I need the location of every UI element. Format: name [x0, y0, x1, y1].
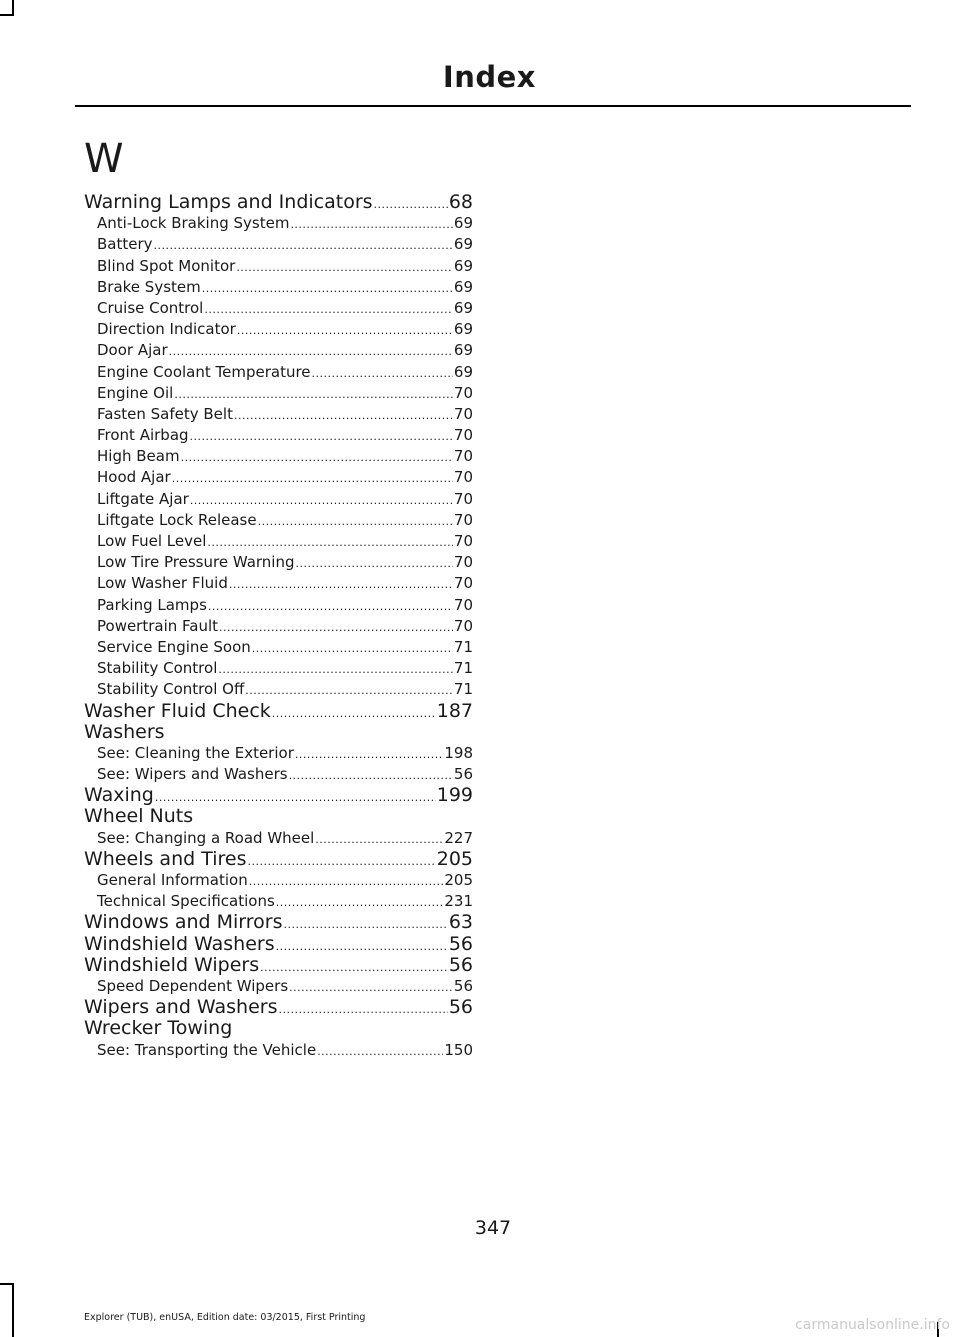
index-subentry	[84, 234, 473, 255]
index-entry-label: Windshield Wipers	[84, 953, 260, 976]
dot-leader	[237, 320, 453, 341]
index-entry-label: Liftgate Ajar	[97, 489, 189, 508]
index-entry-label: Wipers and Washers	[84, 996, 278, 1019]
index-subentry	[84, 256, 473, 277]
index-entry	[84, 934, 473, 955]
index-entry-page: 56	[448, 953, 473, 976]
index-entry-page: 70	[453, 616, 473, 635]
index-entry-label: Brake System	[97, 277, 201, 296]
index-entry-page: 56	[448, 996, 473, 1019]
dot-leader	[219, 617, 453, 638]
index-subentry	[84, 764, 473, 785]
dot-leader	[202, 278, 453, 299]
index-subentry	[84, 1040, 473, 1061]
index-entry-page: 63	[448, 911, 473, 934]
dot-leader	[317, 1041, 443, 1062]
crop-mark-bottom-left-vertical	[12, 1283, 14, 1337]
dot-leader	[218, 659, 453, 680]
index-entry-label: Engine Coolant Temperature	[97, 362, 311, 381]
index-entry-label: Technical Specifications	[97, 892, 275, 911]
page-number: 347	[474, 1217, 512, 1239]
index-entry-page: 69	[453, 256, 473, 275]
index-entry-page: 68	[448, 191, 473, 213]
dot-leader	[312, 363, 453, 384]
index-entry	[84, 722, 473, 743]
dot-leader	[181, 447, 453, 468]
index-entry-page: 70	[453, 510, 473, 529]
index-entry-label: Wrecker Towing	[84, 1017, 233, 1040]
index-entry-page: 70	[453, 404, 473, 423]
dot-leader	[272, 703, 436, 724]
index-subentry	[84, 531, 473, 552]
crop-mark-top-left-horizontal	[0, 14, 14, 16]
index-subentry	[84, 679, 473, 700]
index-entry-label: Blind Spot Monitor	[97, 256, 236, 275]
index-entry	[84, 912, 473, 933]
index-subentry	[84, 362, 473, 383]
index-entry-page: 150	[444, 1040, 473, 1059]
index-entry-label: Warning Lamps and Indicators	[84, 191, 373, 213]
dot-leader	[374, 194, 448, 215]
dot-leader	[289, 765, 453, 786]
index-entry	[84, 192, 473, 213]
index-entry-label: High Beam	[97, 447, 180, 466]
dot-leader	[190, 426, 453, 447]
index-subentry	[84, 446, 473, 467]
index-entry	[84, 785, 473, 806]
index-entry-page: 198	[444, 743, 473, 762]
dot-leader	[276, 936, 448, 957]
index-entry-page: 70	[453, 383, 473, 402]
index-entry-label: General Information	[97, 871, 248, 889]
index-subentry	[84, 213, 473, 234]
index-entry-label: Front Airbag	[97, 426, 189, 445]
dot-leader	[258, 511, 453, 532]
index-entry	[84, 849, 473, 870]
index-entry-page: 70	[453, 468, 473, 487]
index-entry-label: Direction Indicator	[97, 320, 236, 339]
dot-leader	[169, 341, 453, 362]
watermark-text: carmanualsonline.info	[795, 1317, 950, 1333]
index-entry	[84, 806, 473, 827]
dot-leader	[252, 638, 453, 659]
index-entry-page: 71	[453, 637, 473, 656]
index-entry-page: 70	[453, 426, 473, 445]
index-entry	[84, 701, 473, 722]
dot-leader	[289, 977, 453, 998]
dot-leader	[207, 532, 453, 553]
dot-leader	[236, 257, 453, 278]
index-entry-label: Low Tire Pressure Warning	[97, 553, 295, 572]
index-entry-page: 56	[453, 765, 473, 784]
index-entry-page: 205	[436, 847, 473, 870]
footer-edition-text: Explorer (TUB), enUSA, Edition date: 03/2015, First Printing	[84, 1312, 366, 1323]
dot-leader	[315, 829, 443, 850]
index-entry-page: 70	[453, 489, 473, 508]
dot-leader	[296, 553, 453, 574]
index-entry-page: 69	[453, 277, 473, 296]
dot-leader	[172, 468, 453, 489]
index-entry-label: Door Ajar	[97, 341, 168, 360]
index-entry-label: Engine Oil	[97, 383, 174, 402]
dot-leader	[154, 235, 453, 256]
index-entry-page: 69	[453, 320, 473, 339]
index-entry-page: 187	[436, 699, 473, 722]
dot-leader	[248, 851, 436, 872]
dot-leader	[279, 999, 448, 1020]
index-subentry	[84, 298, 473, 319]
index-entry-label: Washer Fluid Check	[84, 699, 271, 722]
index-entry-label: See: Wipers and Washers	[97, 765, 288, 784]
index-entry-label: Stability Control	[97, 659, 218, 678]
index-entry-label: Low Fuel Level	[97, 532, 207, 550]
dot-leader	[295, 744, 443, 765]
page-title: Index	[442, 60, 536, 94]
index-subentry	[84, 489, 473, 510]
dot-leader	[229, 574, 453, 595]
index-entry-label: See: Cleaning the Exterior	[97, 743, 294, 762]
index-subentry	[84, 425, 473, 446]
dot-leader	[155, 787, 436, 808]
dot-leader	[276, 892, 444, 913]
index-entry-page: 70	[453, 447, 473, 466]
index-entry-label: Battery	[97, 235, 153, 254]
index-subentry	[84, 510, 473, 531]
index-subentry	[84, 976, 473, 997]
index-entry-page: 227	[444, 828, 473, 847]
index-entry-label: Waxing	[84, 784, 154, 807]
index-subentry	[84, 828, 473, 849]
index-subentry	[84, 319, 473, 340]
index-entry-label: Wheel Nuts	[84, 805, 194, 828]
index-entry-label: Speed Dependent Wipers	[97, 976, 289, 995]
index-entry-page: 69	[453, 298, 473, 317]
index-entry-label: Hood Ajar	[97, 468, 171, 487]
index-entry-label: Parking Lamps	[97, 595, 207, 614]
index-entry	[84, 1018, 473, 1039]
index-entry-page: 69	[453, 362, 473, 381]
index-subentry	[84, 870, 473, 891]
index-entry-label: Powertrain Fault	[97, 616, 219, 635]
index-subentry	[84, 616, 473, 637]
index-subentry	[84, 383, 473, 404]
dot-leader	[290, 214, 452, 235]
index-entry-page: 70	[453, 574, 473, 593]
index-entry-page: 56	[453, 976, 473, 995]
index-entry-page: 70	[453, 553, 473, 572]
index-entry-page: 71	[453, 659, 473, 678]
index-entry-label: See: Changing a Road Wheel	[97, 828, 315, 847]
index-subentry	[84, 573, 473, 594]
index-entry-page: 69	[453, 235, 473, 254]
index-entry	[84, 955, 473, 976]
index-entry-page: 205	[444, 871, 473, 889]
index-entry-label: See: Transporting the Vehicle	[97, 1040, 317, 1059]
index-entry	[84, 997, 473, 1018]
index-subentry	[84, 891, 473, 912]
index-entry-page: 56	[448, 932, 473, 955]
index-entry-page: 69	[453, 214, 473, 233]
index-subentry	[84, 658, 473, 679]
index-entry-label: Washers	[84, 720, 165, 743]
dot-leader	[284, 914, 448, 935]
index-subentry	[84, 552, 473, 573]
dot-leader	[249, 871, 444, 892]
index-entry-label: Liftgate Lock Release	[97, 510, 257, 529]
dot-leader	[234, 405, 453, 426]
index-entry-page: 199	[436, 784, 473, 807]
index-entry-label: Stability Control Off	[97, 680, 245, 699]
dot-leader	[208, 596, 453, 617]
index-entry-label: Fasten Safety Belt	[97, 404, 233, 423]
index-entry-label: Low Washer Fluid	[97, 574, 228, 593]
index-entry-page: 231	[444, 892, 473, 911]
index-subentry	[84, 595, 473, 616]
index-entry-page: 71	[453, 680, 473, 699]
dot-leader	[190, 490, 453, 511]
index-subentry	[84, 743, 473, 764]
index-entry-label: Cruise Control	[97, 298, 204, 317]
index-subentry	[84, 404, 473, 425]
crop-mark-bottom-left-horizontal	[0, 1283, 14, 1285]
index-entry-label: Anti-Lock Braking System	[97, 214, 290, 233]
index-entry-label: Wheels and Tires	[84, 847, 247, 870]
dot-leader	[204, 299, 453, 320]
index-subentry	[84, 340, 473, 361]
section-letter: W	[84, 136, 124, 182]
dot-leader	[245, 680, 453, 701]
index-entry-page: 70	[453, 532, 473, 550]
index-entry-page: 69	[453, 341, 473, 360]
dot-leader	[260, 957, 448, 978]
index-subentry	[84, 277, 473, 298]
header-divider	[75, 105, 911, 107]
index-entry-label: Service Engine Soon	[97, 637, 251, 656]
index-entry-label: Windows and Mirrors	[84, 911, 283, 934]
index-entry-page: 70	[453, 595, 473, 614]
index-entry-label: Windshield Washers	[84, 932, 275, 955]
dot-leader	[174, 384, 453, 405]
index-subentry	[84, 637, 473, 658]
index-subentry	[84, 467, 473, 488]
index-list	[84, 192, 473, 1061]
